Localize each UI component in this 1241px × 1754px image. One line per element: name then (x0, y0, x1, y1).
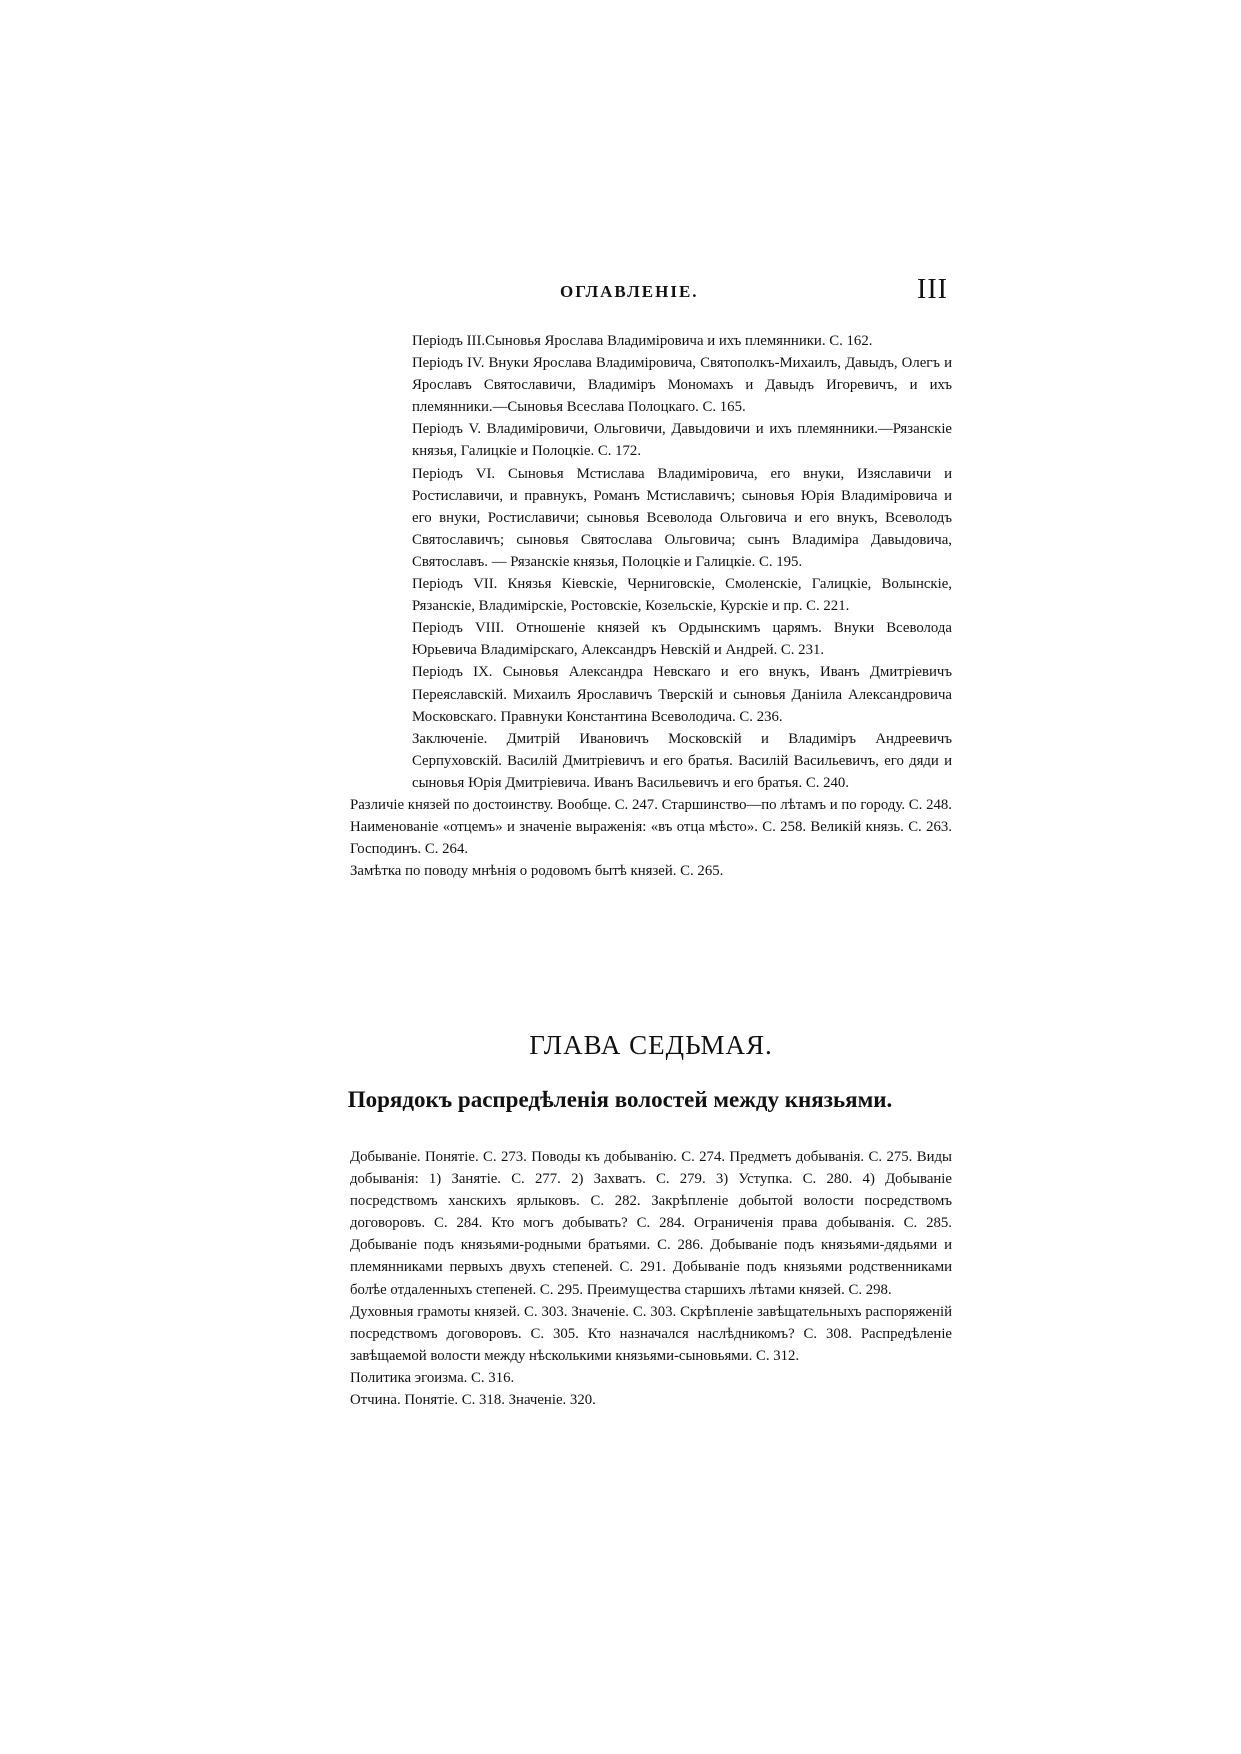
toc-entry-patrimony: Отчина. Понятіе. С. 318. Значеніе. 320. (350, 1392, 596, 1409)
table-of-contents-section-1 (350, 330, 952, 882)
chapter-subtitle: Порядокъ распредѣленія волостей между князьями. (347, 1087, 893, 1112)
table-of-contents-section-2 (350, 1146, 952, 1411)
toc-entry-acquisition: Добываніе. Понятіе. С. 273. Поводы къ добыванію. С. 274. Предметъ добыванія. С. 275. Виды добыванія: 1) Занятіе. С. 277. 2) Захватъ. С. 279. 3) Уступка. С. 280. 4) Добываніе посредствомъ ханскихъ ярлыковъ. С. 282. Закрѣпленіе добытой волости посредствомъ договоровъ. С. 284. Кто могъ добывать? С. 284. Ограниченія права добыванія. С. 285. Добываніе подъ князьями-родными братьями. С. 286. Добываніе подъ князьями-дядьями и племянниками первыхъ двухъ степеней. С. 291. Добываніе подъ князьями родственниками болѣе отдаленныхъ степеней. С. 295. Преимущества старшихъ лѣтами князей. С. 298. (350, 1149, 952, 1298)
toc-entry-period-9: Періодъ IX. Сыновья Александра Невскаго и его внукъ, Иванъ Дмитріевичъ Переяславскій. Михаилъ Ярославичъ Тверскій и сыновья Даніила Александровича Московскаго. Правнуки Константина Всеволодича. С. 236. (412, 664, 952, 725)
chapter-title: ГЛАВА СЕДЬМАЯ. (529, 1030, 773, 1060)
toc-entry-policy: Политика эгоизма. С. 316. (350, 1369, 515, 1386)
toc-entry-period-3: Періодъ III.Сыновья Ярослава Владиміровича и ихъ племянники. С. 162. (412, 333, 873, 349)
toc-entry-period-7: Періодъ VII. Князья Кіевскіе, Черниговскіе, Смоленскіе, Галицкіе, Волынскіе, Рязанскіе, Владимірскіе, Ростовскіе, Козельскіе, Курскіе и пр. С. 221. (412, 576, 952, 615)
toc-entry-period-4: Періодъ IV. Внуки Ярослава Владиміровича, Святополкъ-Михаилъ, Давыдъ, Олегъ и Ярославъ Святославичи, Владиміръ Мономахъ и Давыдъ Игоревичъ, и ихъ племянники.—Сыновья Всеслава Полоцкаго. С. 165. (412, 355, 952, 416)
toc-entry-period-8: Періодъ VIII. Отношеніе князей къ Ордынскимъ царямъ. Внуки Всеволода Юрьевича Владимірскаго, Александръ Невскій и Андрей. С. 231. (412, 620, 952, 659)
running-head: ОГЛАВЛЕНІЕ. (560, 282, 699, 301)
toc-entry-wills: Духовныя грамоты князей. С. 303. Значеніе. С. 303. Скрѣпленіе завѣщательныхъ распоряженій посредствомъ договоровъ. С. 305. Кто назначался наслѣдникомъ? С. 308. Распредѣленіе завѣщаемой волости между нѣсколькими князьями-сыновьями. С. 312. (350, 1303, 952, 1364)
toc-entry-distinction: Различіе князей по достоинству. Вообще. С. 247. Старшинство—по лѣтамъ и по городу. С. 248. Наименованіе «отцемъ» и значеніе выраженія: «въ отца мѣсто». С. 258. Великій князь. С. 263. Господинъ. С. 264. (350, 796, 952, 858)
toc-entry-conclusion: Заключеніе. Дмитрій Ивановичъ Московскій и Владиміръ Андреевичъ Серпуховскій. Василій Дмитріевичъ и его братья. Василій Васильевичъ, его дяди и сыновья Юрія Дмитріевича. Иванъ Васильевичъ и его братья. С. 240. (412, 730, 952, 791)
page-header (560, 274, 950, 314)
toc-entry-note: Замѣтка по поводу мнѣнія о родовомъ бытѣ князей. С. 265. (350, 863, 724, 880)
page-number: III (917, 274, 948, 305)
toc-entry-period-6: Періодъ VI. Сыновья Мстислава Владиміровича, его внуки, Изяславичи и Ростиславичи, и правнукъ, Романъ Мстиславичъ; сыновья Юрія Владиміровича и его внуки, Ростиславичи; сыновья Всеволода Ольговича и его внукъ, Всеволодъ Святославичъ; сыновья Святослава Ольговича; сынъ Владиміра Давыдовича, Святославъ. — Рязанскіе князья, Полоцкіе и Галицкіе. С. 195. (412, 465, 952, 570)
toc-entry-period-5: Періодъ V. Владиміровичи, Ольговичи, Давыдовичи и ихъ племянники.—Рязанскіе князья, Галицкіе и Полоцкіе. С. 172. (412, 421, 952, 460)
